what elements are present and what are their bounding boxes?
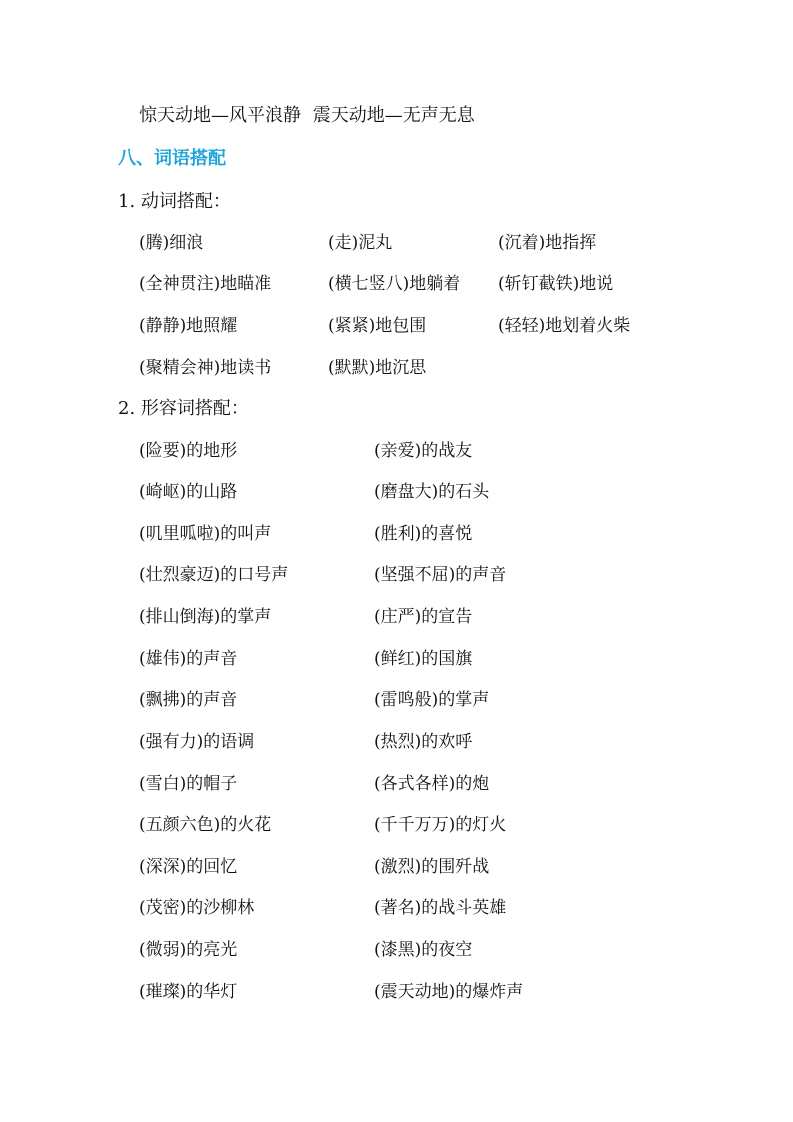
adjective-collocation-item: (激烈)的围歼战 [374, 857, 490, 877]
adjective-collocation-item: (鲜红)的国旗 [374, 649, 473, 669]
adjective-collocation-item: (雷鸣般)的掌声 [374, 690, 490, 710]
adjective-collocation-item: (深深)的回忆 [139, 857, 238, 877]
verb-collocation-item: (聚精会神)地读书 [139, 358, 272, 378]
adjective-collocation-item: (茂密)的沙柳林 [139, 898, 255, 918]
adjective-collocation-item: (热烈)的欢呼 [374, 732, 473, 752]
antonym-pairs-line: 惊天动地—风平浪静 震天动地—无声无息 [139, 105, 475, 126]
adjective-collocation-item: (飘拂)的声音 [139, 690, 238, 710]
verb-collocation-item: (沉着)地指挥 [498, 233, 597, 253]
verb-collocation-item: (斩钉截铁)地说 [498, 274, 614, 294]
verb-collocation-item: (全神贯注)地瞄准 [139, 274, 272, 294]
adjective-collocation-item: (庄严)的宣告 [374, 607, 473, 627]
adjective-collocation-item: (磨盘大)的石头 [374, 482, 490, 502]
adjective-collocation-item: (微弱)的亮光 [139, 940, 238, 960]
adjective-collocation-item: (千千万万)的灯火 [374, 815, 507, 835]
verb-collocation-item: (横七竖八)地躺着 [328, 274, 461, 294]
adjective-collocation-item: (叽里呱啦)的叫声 [139, 524, 272, 544]
verb-collocation-item: (默默)地沉思 [328, 358, 427, 378]
adjective-collocation-item: (排山倒海)的掌声 [139, 607, 272, 627]
adjective-collocation-item: (各式各样)的炮 [374, 774, 490, 794]
adjective-collocation-item: (雄伟)的声音 [139, 649, 238, 669]
adjective-collocation-item: (五颜六色)的火花 [139, 815, 272, 835]
verb-collocation-item: (紧紧)地包围 [328, 316, 427, 336]
adjective-collocation-item: (壮烈豪迈)的口号声 [139, 565, 289, 585]
adjective-collocation-item: (震天动地)的爆炸声 [374, 982, 524, 1002]
adjective-collocation-heading: 2. 形容词搭配： [118, 398, 249, 419]
adjective-collocation-item: (坚强不屈)的声音 [374, 565, 507, 585]
verb-collocation-item: (腾)细浪 [139, 233, 204, 253]
adjective-collocation-item: (著名)的战斗英雄 [374, 898, 507, 918]
verb-collocation-item: (静静)地照耀 [139, 316, 238, 336]
adjective-collocation-item: (漆黑)的夜空 [374, 940, 473, 960]
adjective-collocation-item: (璀璨)的华灯 [139, 982, 238, 1002]
adjective-collocation-item: (强有力)的语调 [139, 732, 255, 752]
verb-collocation-item: (轻轻)地划着火柴 [498, 316, 631, 336]
adjective-collocation-item: (崎岖)的山路 [139, 482, 238, 502]
adjective-collocation-item: (雪白)的帽子 [139, 774, 238, 794]
adjective-collocation-item: (胜利)的喜悦 [374, 524, 473, 544]
verb-collocation-heading: 1. 动词搭配： [118, 191, 231, 212]
adjective-collocation-item: (险要)的地形 [139, 441, 238, 461]
verb-collocation-item: (走)泥丸 [328, 233, 393, 253]
section-heading: 八、词语搭配 [118, 148, 226, 169]
adjective-collocation-item: (亲爱)的战友 [374, 441, 473, 461]
